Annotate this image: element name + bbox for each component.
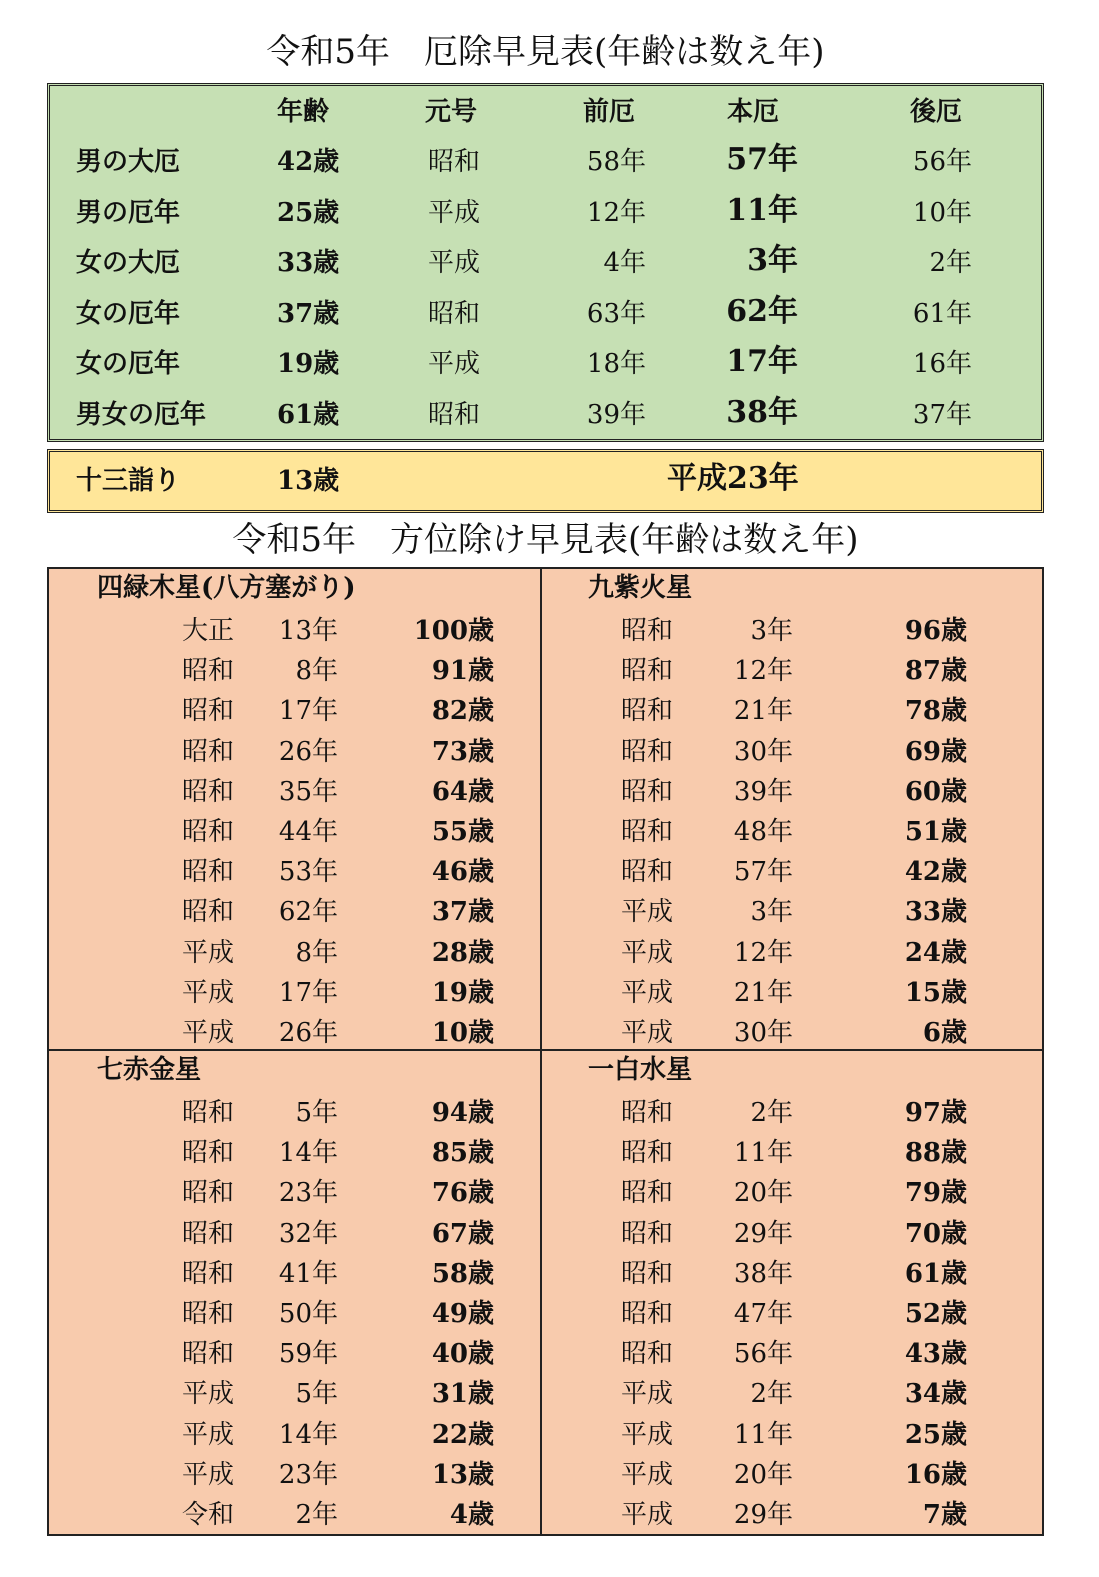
age: 82歳: [431, 696, 494, 727]
list-item: [621, 973, 967, 1013]
yaku-pre: 4年: [603, 248, 646, 278]
yaku-main: 38年: [726, 394, 798, 430]
yaku-pre: 39年: [586, 399, 646, 430]
yaku-era: 平成: [428, 197, 481, 228]
yaku-age: 25歳: [277, 197, 340, 228]
yaku-label: 男の厄年: [76, 197, 181, 228]
list-item: [621, 933, 967, 973]
era: 昭和: [182, 1258, 235, 1289]
age: 85歳: [431, 1138, 494, 1169]
year: 21年: [733, 696, 793, 727]
yaku-pre: 58年: [586, 147, 646, 177]
hoi-title: 令和5年 方位除け早見表(年齢は数え年): [232, 520, 859, 560]
yaku-era: 昭和: [428, 147, 481, 177]
jusan-age: 13歳: [277, 466, 340, 496]
yaku-main: 57年: [726, 142, 798, 177]
era: 昭和: [182, 817, 235, 847]
era: 昭和: [182, 1299, 235, 1329]
year: 50年: [278, 1299, 338, 1329]
age: 16歳: [904, 1459, 967, 1490]
year: 26年: [278, 736, 338, 767]
era: 昭和: [182, 1138, 235, 1169]
year: 12年: [733, 937, 793, 968]
yaku-age: 42歳: [277, 147, 340, 177]
yaku-post: 2年: [929, 248, 972, 278]
age: 6歳: [922, 1018, 967, 1048]
age: 58歳: [431, 1258, 494, 1289]
yaku-header-era: 元号: [425, 97, 478, 127]
year: 12年: [733, 656, 793, 687]
list-item: [621, 1495, 967, 1535]
age: 24歳: [904, 937, 967, 968]
yaku-pre: 18年: [586, 349, 646, 379]
era: 平成: [182, 1379, 235, 1410]
age: 51歳: [904, 817, 967, 847]
yaku-post: 16年: [912, 349, 972, 379]
list-item: [621, 1214, 967, 1254]
age: 79歳: [904, 1178, 967, 1209]
list-item: [621, 1173, 967, 1213]
year: 21年: [733, 977, 793, 1008]
yaku-main: 62年: [726, 293, 798, 329]
yaku-label: 男女の厄年: [76, 399, 207, 430]
yaku-age: 61歳: [277, 399, 340, 430]
era: 昭和: [621, 696, 674, 727]
list-item: [621, 812, 967, 852]
year: 8年: [295, 656, 338, 687]
list-item: [621, 1294, 967, 1334]
list-item: [182, 1455, 502, 1495]
yaku-post: 56年: [912, 147, 972, 177]
era: 平成: [621, 1500, 674, 1530]
era: 大正: [182, 616, 235, 646]
yaku-header-main: 本厄: [727, 97, 780, 127]
list-item: [621, 611, 967, 651]
age: 94歳: [431, 1098, 494, 1128]
era: 昭和: [621, 1178, 674, 1209]
quadrant-title: 九紫火星: [588, 573, 693, 603]
age: 13歳: [431, 1459, 494, 1490]
list-item: [621, 1415, 967, 1455]
age: 34歳: [904, 1379, 967, 1410]
era: 平成: [182, 1459, 235, 1490]
era: 平成: [621, 1459, 674, 1490]
age: 7歳: [922, 1500, 967, 1530]
year: 32年: [278, 1218, 338, 1249]
list-item: [182, 1415, 502, 1455]
era: 昭和: [621, 1098, 674, 1128]
age: 70歳: [904, 1218, 967, 1249]
year: 30年: [733, 736, 793, 767]
year: 30年: [733, 1018, 793, 1048]
age: 88歳: [904, 1138, 967, 1169]
age: 61歳: [904, 1258, 967, 1289]
list-item: [182, 812, 502, 852]
yaku-era: 平成: [428, 248, 481, 278]
year: 23年: [278, 1459, 338, 1490]
hoi-vertical-divider: [540, 567, 542, 1536]
era: 平成: [621, 937, 674, 968]
list-item: [621, 1254, 967, 1294]
yaku-post: 10年: [912, 197, 972, 228]
year: 17年: [278, 977, 338, 1008]
yaku-era: 昭和: [428, 298, 481, 329]
quadrant-title: 四緑木星(八方塞がり): [97, 573, 356, 603]
list-item: [621, 651, 967, 691]
yaku-post: 61年: [912, 298, 972, 329]
year: 17年: [278, 696, 338, 727]
year: 2年: [750, 1098, 793, 1128]
list-item: [182, 1374, 502, 1414]
list-item: [621, 732, 967, 772]
age: 69歳: [904, 736, 967, 767]
year: 26年: [278, 1018, 338, 1048]
list-item: [621, 1334, 967, 1374]
yaku-pre: 12年: [586, 197, 646, 228]
era: 令和: [182, 1500, 235, 1530]
year: 38年: [733, 1258, 793, 1289]
year: 29年: [733, 1500, 793, 1530]
year: 57年: [733, 857, 793, 888]
year: 56年: [733, 1339, 793, 1370]
era: 昭和: [182, 1339, 235, 1370]
yaku-header-pre: 前厄: [583, 97, 636, 127]
list-item: [182, 772, 502, 812]
age: 49歳: [431, 1299, 494, 1329]
era: 昭和: [621, 736, 674, 767]
era: 平成: [621, 1018, 674, 1048]
year: 20年: [733, 1459, 793, 1490]
yaku-main: 17年: [726, 344, 798, 379]
era: 平成: [182, 1018, 235, 1048]
yaku-post: 37年: [912, 399, 972, 430]
list-item: [621, 1455, 967, 1495]
year: 11年: [733, 1419, 793, 1450]
era: 平成: [621, 1379, 674, 1410]
era: 昭和: [621, 1258, 674, 1289]
age: 46歳: [431, 857, 494, 888]
list-item: [182, 1214, 502, 1254]
year: 44年: [278, 817, 338, 847]
era: 平成: [182, 937, 235, 968]
year: 48年: [733, 817, 793, 847]
year: 11年: [733, 1138, 793, 1169]
yaku-age: 33歳: [277, 248, 340, 278]
era: 昭和: [182, 897, 235, 928]
list-item: [182, 1093, 502, 1133]
era: 平成: [621, 897, 674, 928]
age: 33歳: [904, 897, 967, 928]
list-item: [182, 1133, 502, 1173]
list-item: [182, 1334, 502, 1374]
era: 昭和: [621, 1299, 674, 1329]
era: 昭和: [621, 817, 674, 847]
yaku-main: 11年: [726, 192, 798, 228]
era: 昭和: [182, 1218, 235, 1249]
era: 平成: [621, 977, 674, 1008]
jusan-year: 平成23年: [667, 461, 799, 496]
yaku-age: 37歳: [277, 298, 340, 329]
era: 平成: [182, 977, 235, 1008]
age: 25歳: [904, 1419, 967, 1450]
age: 76歳: [431, 1178, 494, 1209]
yaku-label: 女の厄年: [76, 349, 181, 379]
era: 昭和: [621, 656, 674, 687]
age: 22歳: [431, 1419, 494, 1450]
yaku-label: 女の大厄: [76, 248, 181, 278]
list-item: [182, 933, 502, 973]
era: 昭和: [182, 1178, 235, 1209]
era: 昭和: [182, 776, 235, 807]
age: 43歳: [904, 1339, 967, 1370]
yaku-age: 19歳: [277, 349, 340, 379]
yaku-pre: 63年: [586, 298, 646, 329]
yaku-header-age: 年齢: [277, 97, 330, 127]
era: 昭和: [182, 696, 235, 727]
list-item: [182, 1013, 502, 1053]
list-item: [621, 852, 967, 892]
year: 23年: [278, 1178, 338, 1209]
age: 91歳: [431, 656, 494, 687]
quadrant-title: 七赤金星: [97, 1055, 202, 1085]
age: 19歳: [431, 977, 494, 1008]
list-item: [182, 1254, 502, 1294]
yaku-label: 女の厄年: [76, 298, 181, 329]
era: 昭和: [182, 656, 235, 687]
year: 35年: [278, 776, 338, 807]
era: 昭和: [621, 1339, 674, 1370]
list-item: [621, 1013, 967, 1053]
year: 14年: [278, 1138, 338, 1169]
age: 87歳: [904, 656, 967, 687]
jusan-label: 十三詣り: [76, 466, 181, 496]
age: 60歳: [904, 776, 967, 807]
year: 3年: [750, 897, 793, 928]
list-item: [182, 732, 502, 772]
yaku-era: 昭和: [428, 399, 481, 430]
age: 37歳: [431, 897, 494, 928]
era: 昭和: [621, 1218, 674, 1249]
list-item: [182, 611, 502, 651]
age: 15歳: [904, 977, 967, 1008]
yaku-label: 男の大厄: [76, 147, 181, 177]
quadrant-title: 一白水星: [588, 1055, 693, 1085]
age: 40歳: [431, 1339, 494, 1370]
list-item: [182, 892, 502, 932]
age: 55歳: [431, 817, 494, 847]
list-item: [182, 1495, 502, 1535]
age: 100歳: [413, 616, 494, 646]
list-item: [182, 852, 502, 892]
age: 78歳: [904, 696, 967, 727]
era: 平成: [182, 1419, 235, 1450]
era: 昭和: [621, 1138, 674, 1169]
yaku-era: 平成: [428, 349, 481, 379]
yaku-title: 令和5年 厄除早見表(年齢は数え年): [266, 32, 825, 72]
era: 昭和: [182, 1098, 235, 1128]
list-item: [182, 691, 502, 731]
year: 8年: [295, 937, 338, 968]
year: 41年: [278, 1258, 338, 1289]
era: 昭和: [182, 857, 235, 888]
year: 29年: [733, 1218, 793, 1249]
list-item: [182, 1294, 502, 1334]
age: 42歳: [904, 857, 967, 888]
age: 73歳: [431, 736, 494, 767]
list-item: [182, 651, 502, 691]
list-item: [621, 1093, 967, 1133]
year: 5年: [295, 1379, 338, 1410]
year: 13年: [278, 616, 338, 646]
age: 96歳: [904, 616, 967, 646]
yaku-main: 3年: [747, 243, 798, 278]
year: 2年: [295, 1500, 338, 1530]
year: 62年: [278, 897, 338, 928]
era: 昭和: [621, 776, 674, 807]
age: 67歳: [431, 1218, 494, 1249]
list-item: [182, 1173, 502, 1213]
year: 20年: [733, 1178, 793, 1209]
year: 3年: [750, 616, 793, 646]
year: 14年: [278, 1419, 338, 1450]
era: 平成: [621, 1419, 674, 1450]
list-item: [621, 772, 967, 812]
year: 53年: [278, 857, 338, 888]
era: 昭和: [621, 616, 674, 646]
list-item: [621, 1374, 967, 1414]
year: 59年: [278, 1339, 338, 1370]
age: 28歳: [431, 937, 494, 968]
year: 47年: [733, 1299, 793, 1329]
age: 10歳: [431, 1018, 494, 1048]
list-item: [621, 1133, 967, 1173]
list-item: [621, 691, 967, 731]
age: 31歳: [431, 1379, 494, 1410]
year: 2年: [750, 1379, 793, 1410]
age: 4歳: [449, 1500, 494, 1530]
list-item: [182, 973, 502, 1013]
year: 5年: [295, 1098, 338, 1128]
age: 64歳: [431, 776, 494, 807]
yaku-header-post: 後厄: [910, 97, 963, 127]
age: 97歳: [904, 1098, 967, 1128]
age: 52歳: [904, 1299, 967, 1329]
era: 昭和: [182, 736, 235, 767]
year: 39年: [733, 776, 793, 807]
era: 昭和: [621, 857, 674, 888]
list-item: [621, 892, 967, 932]
jusan-row: [47, 449, 1044, 513]
